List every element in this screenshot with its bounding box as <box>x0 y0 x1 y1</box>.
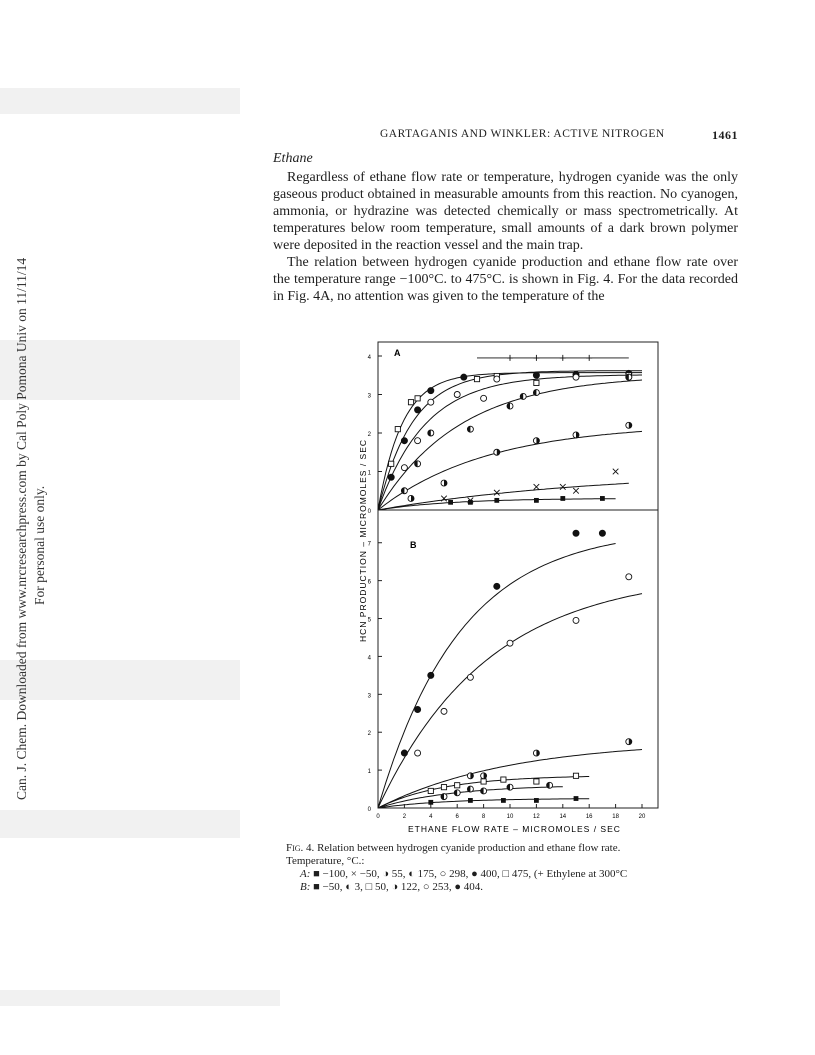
caption-line-2: Temperature, °C.: <box>286 855 365 867</box>
caption-legend-b: ■ −50, ◐ 3, □ 50, ◑ 122, ○ 253, ● 404. <box>313 881 483 893</box>
figure-4 <box>358 342 662 842</box>
panel-a-ytick-label-1: 1 <box>367 470 371 477</box>
panel-b-series-5-point-0 <box>428 800 433 805</box>
panel-b-series-5-point-3 <box>534 798 539 803</box>
download-notice-line-1: Can. J. Chem. Downloaded from www.nrcresearchpress.com by Cal Poly Pomona Univ on 11/11/14 <box>14 257 29 800</box>
panel-b-xtick-label-9: 18 <box>612 814 619 820</box>
panel-a-ytick-label-2: 2 <box>367 432 371 438</box>
panel-b-series-5-point-1 <box>468 798 473 803</box>
panel-b-xtick-label-7: 14 <box>559 814 567 820</box>
panel-b-series-4-point-0 <box>441 794 447 800</box>
panel-a-series-4-point-1 <box>415 461 421 467</box>
panel-b-series-4-point-2 <box>467 786 473 792</box>
panel-a-series-4-point-0 <box>401 488 407 494</box>
panel-a-series-5-point-0 <box>408 495 414 501</box>
figure-caption <box>286 842 746 894</box>
panel-b-series-3-point-3 <box>481 779 486 784</box>
panel-b-series-3-point-2 <box>455 783 460 788</box>
running-header <box>273 128 738 144</box>
panel-a-series-6-curve <box>378 483 629 510</box>
panel-a-series-2-point-6 <box>534 380 539 385</box>
panel-b-ytick-label-1: 1 <box>367 769 371 776</box>
panel-b-xtick-label-3: 6 <box>455 814 459 820</box>
panel-a-frame <box>378 342 658 510</box>
panel-a-series-1-point-1 <box>401 438 407 444</box>
panel-a-series-4-point-7 <box>626 374 632 380</box>
page-number: 1461 <box>712 128 738 142</box>
panel-a-series-6-point-4 <box>560 484 566 490</box>
panel-b-series-3-point-6 <box>573 773 578 778</box>
panel-a-series-1-point-5 <box>533 372 539 378</box>
panel-b-series-4-point-4 <box>507 784 513 790</box>
panel-b-series-0-point-4 <box>573 530 579 536</box>
paragraph-1: Regardless of ethane flow rate or temperature, hydrogen cyanide was the only gaseous product obtained in measurable amounts from this reaction. No cyanogen, ammonia, or hydrazine was detected chemically or mass spectrometrically. At temperatures below room temperature, small amounts of a dark brown polymer were deposited in the reaction vessel and the main trap. <box>273 170 738 253</box>
panel-b-series-0-point-1 <box>415 706 421 712</box>
panel-a-series-4-point-2 <box>428 430 434 436</box>
panel-b-series-1-point-1 <box>441 708 447 714</box>
panel-a-series-3-point-5 <box>494 376 500 382</box>
panel-b-series-0-point-3 <box>494 583 500 589</box>
panel-b-series-2-point-0 <box>467 773 473 779</box>
panel-a-ytick-label-3: 3 <box>367 393 371 400</box>
panel-a-series-6-point-0 <box>441 496 447 502</box>
panel-b-xtick-label-0: 0 <box>376 814 380 820</box>
panel-a-series-1-point-2 <box>415 407 421 413</box>
running-title: GARTAGANIS AND WINKLER: ACTIVE NITROGEN <box>380 128 665 140</box>
panel-a-series-6-point-3 <box>534 484 540 490</box>
caption-label: Fig. 4. <box>286 842 315 854</box>
download-notice-line-2: For personal use only. <box>32 485 47 605</box>
panel-b-ytick-label-2: 2 <box>367 731 371 738</box>
panel-a-series-6-point-5 <box>573 488 579 494</box>
y-axis-label: HCN PRODUCTION – MICROMOLES / SEC <box>358 438 368 642</box>
panel-b-ytick-label-7: 7 <box>367 541 371 548</box>
panel-a-series-5-point-4 <box>573 432 579 438</box>
panel-b-series-3-point-4 <box>501 777 506 782</box>
section-heading: Ethane <box>273 151 313 166</box>
panel-a-series-7-point-1 <box>468 500 473 505</box>
panel-b-xtick-label-5: 10 <box>506 814 514 820</box>
panel-a-series-2-point-3 <box>415 396 420 401</box>
panel-b-ytick-label-5: 5 <box>367 617 371 624</box>
panel-a-series-2-point-1 <box>395 427 400 432</box>
panel-a-series-2-point-4 <box>474 377 479 382</box>
panel-b-series-5-point-2 <box>501 798 506 803</box>
panel-a-series-7-point-0 <box>448 500 453 505</box>
panel-b-xtick-label-10: 20 <box>638 814 646 820</box>
figure-4-chart <box>358 342 662 842</box>
panel-b-ytick-label-3: 3 <box>367 693 371 700</box>
panel-b-label: B <box>410 540 417 550</box>
panel-a-series-3-point-4 <box>481 395 487 401</box>
panel-a-series-6-point-6 <box>613 469 619 475</box>
panel-b-series-5-point-4 <box>574 796 579 801</box>
panel-b-xtick-label-2: 4 <box>429 814 433 820</box>
body-text <box>273 150 738 305</box>
caption-legend-a-label: A: <box>300 868 311 880</box>
panel-b-series-1-point-2 <box>467 674 473 680</box>
panel-b-series-1-point-4 <box>573 617 579 623</box>
panel-a-series-6-point-2 <box>494 490 500 496</box>
panel-a-series-4-point-6 <box>533 390 539 396</box>
panel-b-xtick-label-1: 2 <box>402 814 407 820</box>
panel-a-series-7-point-5 <box>600 496 605 501</box>
download-notice <box>6 230 54 810</box>
panel-a-series-3-point-3 <box>454 392 460 398</box>
panel-a-series-0-point-0 <box>507 355 513 361</box>
caption-line-1: Relation between hydrogen cyanide production and ethane flow rate. <box>317 842 621 854</box>
panel-a-series-5-point-1 <box>441 480 447 486</box>
panel-b-series-2-point-1 <box>481 773 487 779</box>
panel-a-series-7-point-3 <box>534 498 539 503</box>
panel-a-ytick-label-4: 4 <box>367 355 371 361</box>
panel-a-series-1-point-4 <box>461 374 467 380</box>
panel-a-series-2-point-0 <box>389 461 394 466</box>
panel-b-ytick-label-4: 4 <box>367 655 371 662</box>
panel-a-series-2-point-2 <box>408 400 413 405</box>
panel-b-series-0-point-5 <box>599 530 605 536</box>
panel-b-ytick-label-0: 0 <box>367 807 371 813</box>
panel-b-series-2-point-3 <box>626 739 632 745</box>
panel-a-series-3-point-1 <box>415 438 421 444</box>
caption-legend-b-label: B: <box>300 881 311 893</box>
panel-b-series-0-point-2 <box>428 672 434 678</box>
panel-b-series-3-point-5 <box>534 779 539 784</box>
panel-b-series-4-point-5 <box>547 782 553 788</box>
panel-a-series-3-point-2 <box>428 399 434 405</box>
panel-b-series-1-point-3 <box>507 640 513 646</box>
panel-a-series-7-point-2 <box>494 498 499 503</box>
panel-a-series-0-point-3 <box>586 355 592 361</box>
panel-a-series-7-point-4 <box>560 496 565 501</box>
panel-a-series-0-point-1 <box>533 355 539 361</box>
panel-a-series-4-point-4 <box>507 403 513 409</box>
panel-a-series-1-point-3 <box>428 388 434 394</box>
panel-a-ytick-label-0: 0 <box>367 509 371 515</box>
panel-b-series-2-point-2 <box>533 750 539 756</box>
panel-a-series-0-point-2 <box>560 355 566 361</box>
x-axis-label: ETHANE FLOW RATE – MICROMOLES / SEC <box>408 824 621 834</box>
panel-b-series-3-point-0 <box>428 788 433 793</box>
panel-b-series-1-point-0 <box>415 750 421 756</box>
panel-a-label: A <box>394 348 401 358</box>
caption-legend-a: ■ −100, × −50, ◑ 55, ◐ 175, ○ 298, ● 400, □ 475, (+ Ethylene at 300°C <box>313 868 628 880</box>
panel-b-series-1-point-5 <box>626 574 632 580</box>
panel-b-ytick-label-6: 6 <box>367 579 371 586</box>
panel-a-series-3-point-0 <box>401 465 407 471</box>
panel-a-series-4-point-3 <box>467 426 473 432</box>
panel-a-series-5-point-3 <box>533 438 539 444</box>
panel-a-series-5-point-2 <box>494 449 500 455</box>
panel-b-series-4-point-3 <box>481 788 487 794</box>
panel-b-series-3-point-1 <box>441 785 446 790</box>
panel-b-series-4-point-1 <box>454 790 460 796</box>
panel-b-xtick-label-8: 16 <box>585 814 593 820</box>
panel-a-series-1-point-0 <box>388 474 394 480</box>
paragraph-2: The relation between hydrogen cyanide production and ethane flow rate over the temperature range −100°C. to 475°C. is shown in Fig. 4. For the data recorded in Fig. 4A, no attention was given to the temperature of the <box>273 255 738 304</box>
panel-a-series-3-point-6 <box>573 374 579 380</box>
panel-b-xtick-label-4: 8 <box>481 814 486 820</box>
panel-a-series-5-point-5 <box>626 422 632 428</box>
panel-b-xtick-label-6: 12 <box>533 814 540 820</box>
panel-a-series-4-point-5 <box>520 393 526 399</box>
panel-b-series-0-point-0 <box>401 750 407 756</box>
